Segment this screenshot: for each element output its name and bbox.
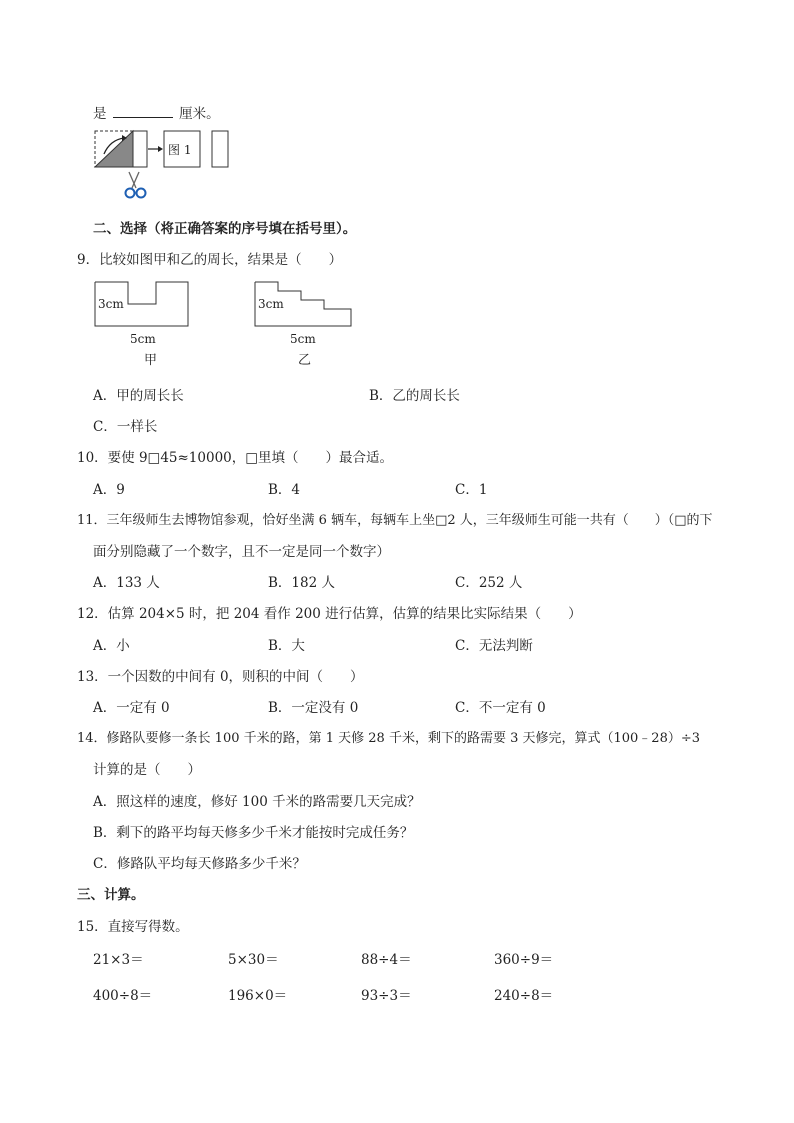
q9-option-c[interactable]: C．一样长 (93, 419, 158, 435)
yi-side-label: 3cm (258, 297, 284, 311)
q9-option-b[interactable]: B．乙的周长长 (369, 388, 460, 404)
q8-prefix: 是 (93, 106, 107, 122)
q8-answer-blank[interactable] (113, 105, 173, 118)
q12-stem: 12．估算 204×5 时，把 204 看作 200 进行估算，估算的结果比实际结果（ ） (77, 606, 582, 622)
q13-option-c[interactable]: C．不一定有 0 (455, 700, 546, 716)
q10-stem: 10．要使 9□45≈10000，□里填（ ）最合适。 (77, 450, 394, 466)
q10-option-c[interactable]: C．1 (455, 482, 488, 498)
q10-option-a[interactable]: A．9 (93, 482, 125, 498)
q14-option-c[interactable]: C．修路队平均每天修路多少千米？ (93, 856, 306, 872)
calc-item[interactable]: 5×30＝ (228, 952, 279, 968)
q14-option-b[interactable]: B．剩下的路平均每天修多少千米才能按时完成任务？ (93, 825, 414, 841)
q10-option-b[interactable]: B．4 (268, 482, 301, 498)
calc-item[interactable]: 240÷8＝ (494, 988, 554, 1004)
q12-option-c[interactable]: C．无法判断 (455, 638, 533, 654)
q14-stem: 14．修路队要修一条长 100 千米的路，第 1 天修 28 千米，剩下的路需要 3 天修完，算式（100﹣28）÷3 (77, 731, 701, 746)
q9-stem: 9．比较如图甲和乙的周长，结果是（ ） (77, 252, 343, 268)
calc-item[interactable]: 88÷4＝ (361, 952, 412, 968)
jia-side-label: 3cm (98, 297, 124, 311)
calc-item[interactable]: 93÷3＝ (361, 988, 412, 1004)
q11-option-b[interactable]: B．182 人 (268, 575, 335, 591)
q8-answer-line (93, 102, 220, 122)
q11-stem-continued: 面分别隐藏了一个数字，且不一定是同一个数字） (93, 544, 390, 560)
shape-yi-figure (250, 277, 360, 369)
q14-stem-continued: 计算的是（ ） (93, 762, 201, 778)
q13-option-a[interactable]: A．一定有 0 (93, 700, 170, 716)
q12-option-b[interactable]: B．大 (268, 638, 305, 654)
q13-option-b[interactable]: B．一定没有 0 (268, 700, 359, 716)
q11-option-c[interactable]: C．252 人 (455, 575, 523, 591)
jia-bottom-label: 5cm (130, 332, 156, 346)
q13-stem: 13．一个因数的中间有 0，则积的中间（ ） (77, 669, 364, 685)
calc-item[interactable]: 400÷8＝ (93, 988, 153, 1004)
q12-option-a[interactable]: A．小 (93, 638, 130, 654)
calc-item[interactable]: 21×3＝ (93, 952, 144, 968)
q15-stem: 15．直接写得数。 (77, 919, 189, 935)
q14-option-a[interactable]: A．照这样的速度，修好 100 千米的路需要几天完成？ (93, 794, 421, 810)
figure1-label: 图 1 (168, 143, 192, 157)
q11-stem: 11．三年级师生去博物馆参观，恰好坐满 6 辆车，每辆车上坐□2 人，三年级师生可能一共有（ ）（□的下 (77, 513, 713, 528)
jia-name: 甲 (144, 353, 158, 368)
section3-title: 三、计算。 (77, 887, 145, 903)
q9-option-a[interactable]: A．甲的周长长 (93, 388, 184, 404)
yi-name: 乙 (298, 353, 312, 368)
calc-item[interactable]: 196×0＝ (228, 988, 288, 1004)
scissors-icon (126, 172, 146, 198)
yi-bottom-label: 5cm (290, 332, 316, 346)
section2-title: 二、选择（将正确答案的序号填在括号里）。 (93, 221, 357, 237)
calc-item[interactable]: 360÷9＝ (494, 952, 554, 968)
q11-option-a[interactable]: A．133 人 (93, 575, 160, 591)
q8-suffix: 厘米。 (179, 106, 220, 122)
shape-jia-figure (90, 277, 200, 369)
paper-cut-figure (92, 128, 237, 206)
